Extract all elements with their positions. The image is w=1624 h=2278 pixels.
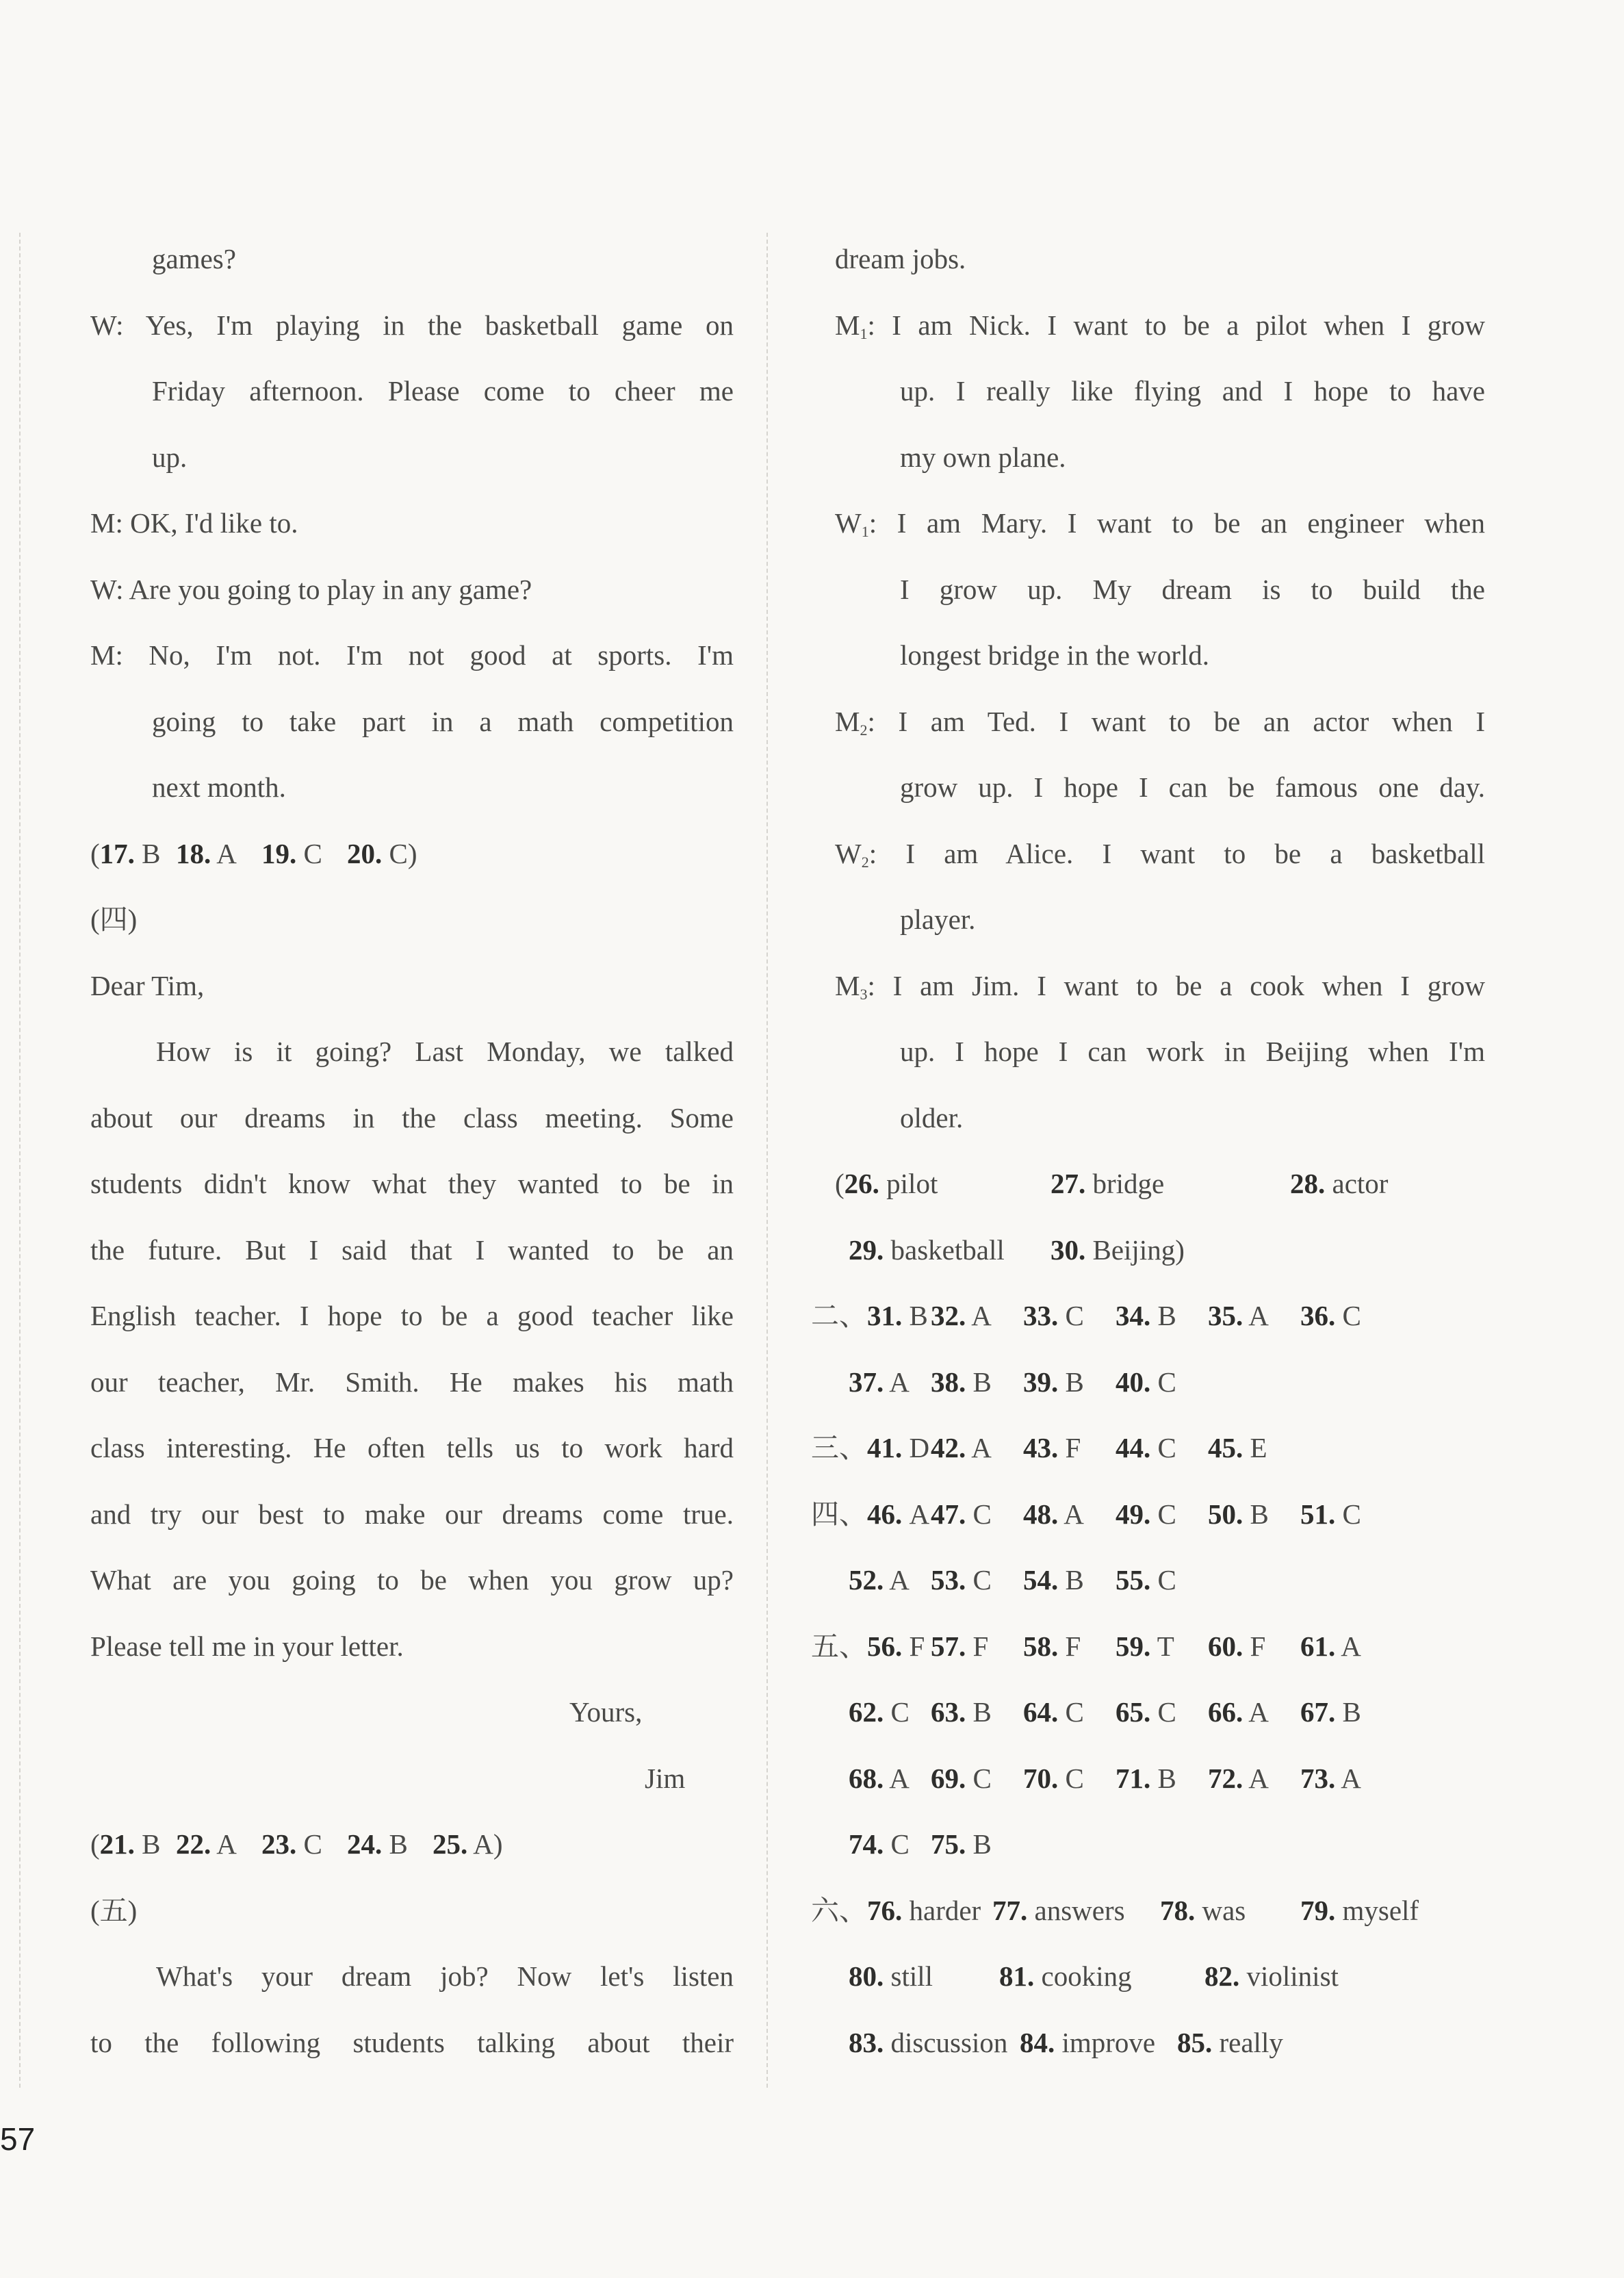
text-line: and try our best to make our dreams come true. [90,1498,734,1530]
answer-item: 66. A [1208,1696,1269,1728]
answer-row [835,1745,1485,1812]
answer-item: 74. C [849,1828,910,1860]
answer-item: 52. A [849,1564,910,1596]
answer-item: 36. C [1300,1300,1361,1331]
answer-item: 35. A [1208,1300,1269,1331]
answer-item: 34. B [1116,1300,1176,1331]
answer-item: 22. A [176,1828,237,1860]
answer-row [811,1613,1485,1680]
text-line: $W_2$: I am Alice. I want to be a basketball [835,837,1485,871]
answer-item: 58. F [1023,1630,1081,1662]
text-line: Dear Tim, [90,969,205,1001]
answer-item: 44. C [1116,1432,1176,1463]
page-number: 57 [0,2121,36,2157]
text-line: students didn't know what they wanted to be in [90,1168,734,1199]
answer-item: 59. T [1116,1630,1174,1662]
answer-item: 24. B [347,1828,408,1860]
text-line: Please tell me in your letter. [90,1630,404,1662]
answer-item: 五、56. F [811,1630,925,1662]
text-line: W: Are you going to play in any game? [90,573,532,605]
answer-item: 72. A [1208,1762,1269,1794]
text-line: (四) [90,904,138,935]
answer-item: 62. C [849,1696,910,1728]
answer-item: 20. C) [347,837,417,869]
answer-item: 84. improve [1020,2026,1156,2058]
answer-item: 四、46. A [811,1498,930,1530]
answer-item: (21. B [90,1828,161,1860]
text-line: our teacher, Mr. Smith. He makes his math [90,1366,734,1398]
answer-row [835,1349,1485,1416]
answer-item: 64. C [1023,1696,1084,1728]
answer-item: 18. A [176,837,237,869]
text-line: English teacher. I hope to be a good teacher like [90,1300,734,1331]
answer-item: 50. B [1208,1498,1269,1530]
text-line: up. I really like flying and I hope to have [900,375,1485,407]
speaker-label: $M_2$ [835,705,868,739]
answer-row [811,1481,1485,1548]
text-line: dream jobs. [835,243,966,274]
answer-item: 81. cooking [999,1960,1132,1992]
text-line: class interesting. He often tells us to work hard [90,1432,734,1463]
answer-item: 63. B [931,1696,992,1728]
left-margin-line [19,233,21,2088]
answer-row [835,2010,1485,2076]
answer-item: 83. discussion [849,2026,1008,2058]
text-line: $M_2$: I am Ted. I want to be an actor when I [835,705,1485,739]
answer-item: 19. C [261,837,322,869]
answer-item: 47. C [931,1498,992,1530]
column-divider [766,233,768,2088]
answer-item: 39. B [1023,1366,1084,1398]
text-line: Friday afternoon. Please come to cheer me [152,375,734,407]
answer-item: 70. C [1023,1762,1084,1794]
text-line: going to take part in a math competition [152,705,734,737]
answer-row [835,1811,1485,1878]
answer-item: 六、76. harder [811,1894,981,1926]
answer-row [90,1811,734,1878]
answer-item: 28. actor [1290,1168,1389,1199]
answer-item: 54. B [1023,1564,1084,1596]
answer-item: 51. C [1300,1498,1361,1530]
text-line: W: Yes, I'm playing in the basketball game on [90,309,734,341]
answer-item: 48. A [1023,1498,1084,1530]
answer-item: 57. F [931,1630,989,1662]
answer-item: 23. C [261,1828,322,1860]
answer-row [811,1878,1485,1944]
answer-item: 65. C [1116,1696,1176,1728]
answer-item: 29. basketball [849,1233,1005,1266]
answer-row [811,1283,1485,1349]
answer-row [835,1151,1485,1217]
answer-item: 77. answers [992,1894,1125,1926]
speaker-label: $M_1$ [835,309,868,342]
answer-item: 71. B [1116,1762,1176,1794]
text-line: about our dreams in the class meeting. Some [90,1101,734,1134]
answer-item: 60. F [1208,1630,1266,1662]
text-line: Yours, [569,1696,643,1728]
answer-item: 85. really [1177,2026,1283,2058]
answer-item: 25. A) [433,1828,503,1860]
answer-row [835,1679,1485,1745]
answer-item: 55. C [1116,1564,1176,1596]
answer-item: 75. B [931,1828,992,1860]
answer-item: 68. A [849,1762,910,1794]
text-line: to the following students talking about their [90,2026,734,2058]
text-line: $M_3$: I am Jim. I want to be a cook when I grow [835,969,1485,1003]
text-line: I grow up. My dream is to build the [900,573,1485,605]
text-line: What are you going to be when you grow up? [90,1564,734,1596]
answer-item: 40. C [1116,1366,1176,1398]
text-line: grow up. I hope I can be famous one day. [900,771,1485,803]
answer-item: 61. A [1300,1630,1361,1662]
text-line: up. [152,441,188,473]
answer-item: 45. E [1208,1432,1267,1463]
answer-item: 43. F [1023,1432,1081,1463]
answer-item: 42. A [931,1432,992,1463]
answer-item: 38. B [931,1366,992,1398]
text-line: player. [900,904,976,935]
answer-item: 67. B [1300,1696,1361,1728]
answer-item: 49. C [1116,1498,1176,1530]
answer-item: 三、41. D [811,1432,930,1463]
text-line: my own plane. [900,441,1066,473]
right-column [811,226,1485,2075]
text-line: (五) [90,1894,138,1926]
answer-item: 78. was [1160,1894,1246,1926]
answer-item: 80. still [849,1960,933,1992]
answer-item: 69. C [931,1762,992,1794]
text-line: M: No, I'm not. I'm not good at sports. I'm [90,639,734,671]
answer-item: 53. C [931,1564,992,1596]
text-line: the future. But I said that I wanted to be an [90,1233,734,1266]
text-line: up. I hope I can work in Beijing when I'm [900,1036,1485,1067]
text-line: M: OK, I'd like to. [90,507,298,539]
answer-item: 73. A [1300,1762,1361,1794]
answer-item: 27. bridge [1051,1168,1165,1199]
text-line: games? [152,243,236,274]
answer-item: 37. A [849,1366,910,1398]
text-line: Jim [645,1762,686,1794]
answer-item: 33. C [1023,1300,1084,1331]
answer-row [90,821,734,887]
answer-item: (17. B [90,837,161,869]
answer-item: 32. A [931,1300,992,1331]
answer-row [811,1415,1485,1481]
text-line: What's your dream job? Now let's listen [156,1960,734,1992]
text-line: $M_1$: I am Nick. I want to be a pilot when I grow [835,309,1485,342]
text-line: How is it going? Last Monday, we talked [156,1036,734,1067]
speaker-label: $W_2$ [835,837,869,871]
speaker-label: $W_1$ [835,507,869,540]
speaker-label: $M_3$ [835,969,868,1003]
answer-row [835,1547,1485,1613]
answer-row [835,1217,1485,1283]
text-line: longest bridge in the world. [900,639,1210,671]
answer-item: (26. pilot [835,1168,938,1199]
answer-item: 二、31. B [811,1300,928,1331]
text-line: $W_1$: I am Mary. I want to be an engineer when [835,507,1485,540]
answer-item: 82. violinist [1204,1960,1339,1992]
answer-item: 30. Beijing) [1051,1233,1185,1266]
text-line: older. [900,1101,964,1134]
answer-row [835,1943,1485,2010]
left-column [90,226,734,2075]
answer-item: 79. myself [1300,1894,1419,1926]
text-line: next month. [152,771,286,803]
